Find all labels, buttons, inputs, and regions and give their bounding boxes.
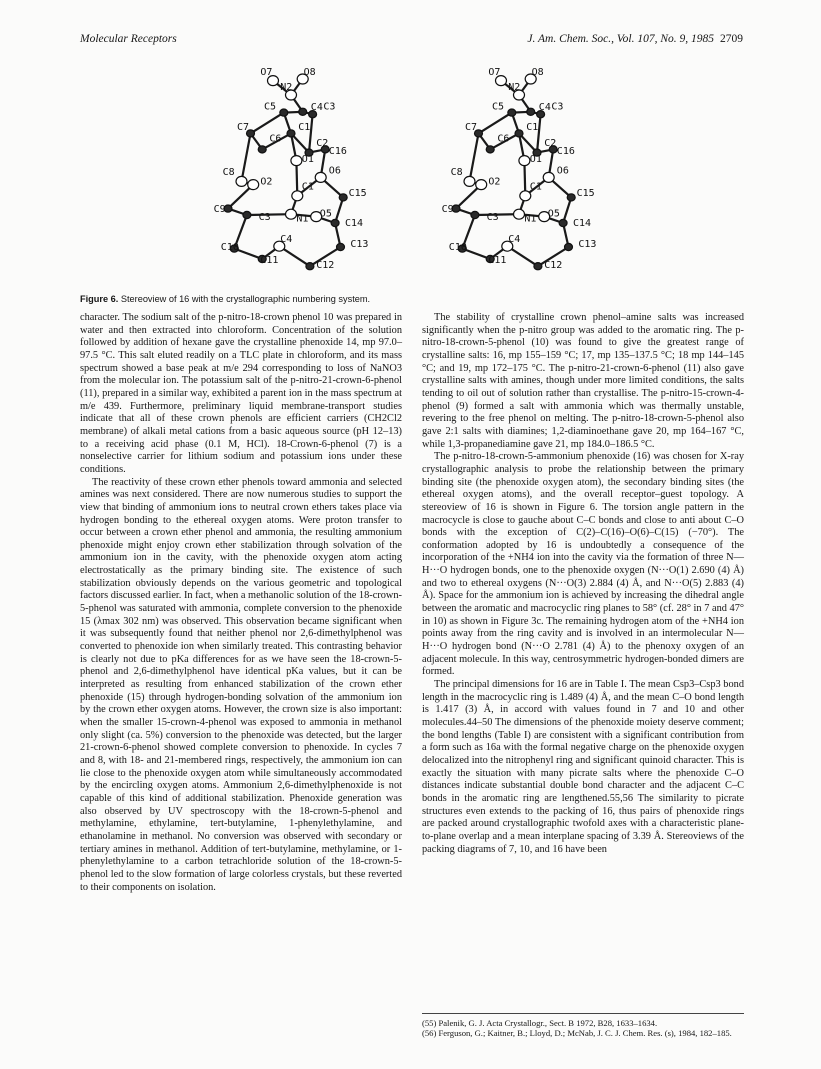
atom-label: C7 [237, 122, 250, 134]
atom-label: C3 [258, 211, 271, 223]
atom-label: O6 [328, 165, 341, 177]
atom-label: C5 [264, 101, 277, 113]
atom-label: C12 [316, 259, 335, 271]
atom-ellipse [258, 146, 266, 153]
atom-ellipse [337, 243, 345, 250]
atom-ellipse [291, 156, 302, 166]
left-column [80, 312, 402, 894]
bond-line [309, 114, 313, 152]
atom-label: N2 [280, 82, 293, 94]
figure-caption-label: Figure 6. [80, 294, 119, 304]
paragraph: The reactivity of these crown ether phenols toward ammonia and selected amines was next considered. There are now numerous studies to support the view that binding of ammonium ions to neutral crown ethers takes place via hydrogen bonding to the ethereal oxygen atoms. Were proton transfer to occur between a crown ether phenol and ammonia, the resulting ammonium phenoxide might enjoy crown ether stabilization through solvation of the ammonium ion in the cavity, with the phenoxide oxygen atom acting electrostatically as the primary binding site. The existence of such stabilization obviously depends on the various geometric and topological factors discussed earlier. In fact, when a methanolic solution of the 18-crown-5-phenol was saturated with ammonia, complete conversion to the phenoxide 15 (λmax 302 nm) was observed. This observation became significant when it was subsequently found that neither phenol nor 2,6-dimethylphenol was converted to phenoxide ion when similarly treated. This contrasting behavior is clearly not due to pKa differences for as we have seen the 18-crown-5-phenol and 2,6-dimethylphenol have identical pKa values, but it can be interpreted as resulting from enhanced stabilization of the crown ether phenoxide (15) through hydrogen-bonding solvation of the ammonium ion by the crown ether oxygen atoms. However, the crown size is also important: when the smaller 15-crown-4-phenol was exposed to ammonia in methanol only slight (ca. 5%) conversion to the phenoxide was detected, but the larger 21-crown-6-phenol showed complete conversion to phenoxide. In cycles 7 and 8, with 18- and 21-membered rings, respectively, the ammonium ion can lie close to the phenoxide oxygen atom while simultaneously accommodated by the encircling oxygen atoms. Ammonium 2,6-dimethylphenoxide is not capable of this kind of additional stabilization. Phenoxide generation was also observed by UV spectroscopy with the 18-crown-5-phenol and methylamine, ethylamine, tert-butylamine, 1-phenylethylamine, and ethanolamine in methanol. No conversion was observed with secondary or tertiary amines in methanol. Addition of tert-butylamine, methylamine, or 1-phenylethylamine to a carbon tetrachloride solution of the 18-crown-5-phenol led to the slow formation of large colorless crystals, but these reverted to their components on isolation. [80, 476, 402, 893]
atom-ellipse [243, 211, 251, 218]
atom-label: C8 [222, 167, 235, 178]
atom-label: N1 [296, 213, 309, 225]
atom-label: C2 [316, 138, 329, 150]
figure-caption [80, 294, 740, 304]
footnotes [422, 1013, 744, 1039]
atom-ellipse [248, 180, 259, 190]
paragraph: The stability of crystalline crown phenol–amine salts was increased significantly when the p-nitro group was added to the aromatic ring. The p-nitro-18-crown-5-phenol (10) was found to give the greatest range of crystalline salts: 16, mp 155–159 °C; 17, mp 135–137.5 °C; 18 mp 144–145 °C; and 19, mp 172–175 °C. The p-nitro-21-crown-6-phenol (11) also gave crystalline salts with amines, though under more limited conditions, the salts tending to oil out of solution rather than crystallise. The p-nitro-15-crown-4-phenol (9) formed a salt with ammonia which was thermally unstable, revering to the free phenol on melting. The p-nitro-18-crown-5-phenol also gave 2:1 salts with diamines; 1,2-diaminoethane gave 20, mp 164–167 °C, while 1,3-propanediamine gave 21, mp 184.0–186.5 °C. [422, 312, 744, 450]
atom-label: C9 [213, 203, 226, 215]
atom-ellipse [331, 219, 339, 226]
atom-ellipse [339, 194, 347, 201]
atom-label: C4 [280, 234, 293, 246]
atom-label: C3 [323, 101, 336, 113]
bond-line [251, 113, 284, 134]
atom-ellipse [315, 172, 326, 182]
molecule-right [442, 67, 597, 271]
atom-label: O1 [301, 154, 314, 166]
atom-ellipse [236, 176, 247, 186]
atom-label: C15 [348, 187, 367, 199]
atom-label: C1 [298, 122, 311, 134]
atom-ellipse [280, 109, 288, 116]
atom-label: C4 [310, 102, 323, 114]
stereoview-figure [200, 55, 620, 295]
atom-label: C13 [350, 239, 369, 250]
paragraph: The p-nitro-18-crown-5-ammonium phenoxide (16) was chosen for X-ray crystallographic analysis to probe the relationship between the primary binding site (the phenoxide oxygen atom), the secondary binding sites (the ethereal oxygen atoms), and the overall receptor–guest topology. A stereoview of 16 is shown in Figure 6. The torsion angle pattern in the macrocycle is close to gauche about C–C bonds and close to anti about C–O bonds with the exception of C(2)–C(16)–O(6)–C(15) (−70°). The conformation adopted by 16 is undoubtedly a consequence of the incorporation of the +NH4 ion into the cavity via the formation of three N—H···O hydrogen bonds, one to the phenoxide oxygen (N···O(1) 2.690 (4) Å) and two to ethereal oxygens (N···O(3) 2.884 (4) Å, and N···O(5) 2.883 (4) Å). Space for the ammonium ion is achieved by increasing the dihedral angle between the aromatic and macrocyclic ring planes to 58° (cf. 28° in 7 and 47° in 10) as shown in Figure 3c. The remaining hydrogen atom of the +NH4 ion points away from the ring cavity and is involved in an intermolecular N—H···O hydrogen bond (N···O 2.781 (4) Å) to the phenoxy oxygen of an adjacent molecule. In this way, centrosymmetric hydrogen-bonded dimers are formed. [422, 451, 744, 678]
bond-line [242, 133, 251, 181]
atom-label: C14 [345, 218, 364, 230]
atom-label: C10 [220, 242, 239, 254]
atom-label: C6 [269, 133, 282, 145]
atom-label: O5 [319, 208, 332, 220]
running-header-right [527, 33, 743, 45]
journal-citation: J. Am. Chem. Soc., Vol. 107, No. 9, 1985 [527, 33, 714, 45]
page-number: 2709 [720, 33, 743, 45]
atom-label: C1 [301, 181, 314, 193]
atom-ellipse [299, 108, 307, 115]
footnote: (55) Palenik, G. J. Acta Crystallogr., Sect. B 1972, B28, 1633–1634. [422, 1018, 658, 1028]
atom-label: C16 [328, 146, 347, 158]
atom-label: C11 [260, 255, 279, 266]
atom-label: O2 [260, 176, 273, 188]
molecule-left [214, 67, 369, 271]
atom-ellipse [286, 209, 297, 219]
running-header-left: Molecular Receptors [80, 33, 177, 45]
footnote: (56) Ferguson, G.; Kaitner, B.; Lloyd, D.; McNab, J. C. J. Chem. Res. (s), 1984, 182–185. [422, 1028, 732, 1039]
paragraph: character. The sodium salt of the p-nitro-18-crown phenol 10 was prepared in water and then extracted into chloroform. Concentration of the solution followed by addition of hexane gave the crystalline phenoxide 14, mp 97.0–97.5 °C. This salt eluted readily on a TLC plate in chloroform, and its mass spectrum showed a base peak at m/e 294 corresponding to loss of NaNO3 from the molecular ion. The potassium salt of the p-nitro-21-crown-6-phenol (11), prepared in a similar way, exhibited a parent ion in the mass spectrum at m/e 439. Furthermore, preliminary liquid membrane-transport studies indicate that all of these crown phenols are efficient carriers (CH2Cl2 membrane) of alkali metal cations from a basic aqueous source (pH 12–13) to a receiving acid phase (0.1 M, HCl). 18-Crown-6-phenol (7) is a nonselective carrier for lithium sodium and potassium ions under these conditions. [80, 312, 402, 475]
atom-label: O8 [303, 67, 316, 78]
atom-label: O7 [260, 67, 273, 78]
atom-ellipse [287, 130, 295, 137]
atom-ellipse [306, 263, 314, 270]
paragraph: The principal dimensions for 16 are in Table I. The mean Csp3–Csp3 bond length in the macrocyclic ring is 1.489 (4) Å, and the mean C–O bond length is 1.417 (3) Å, in accord with values found in 7 and 10 and other molecules.44–50 The dimensions of the phenoxide moiety deserve comment; the bond lengths (Table I) are consistent with a significant contribution from a form such as 16a with the formal negative charge on the phenoxide oxygen delocalized into the nitrophenyl ring and significant quinoid character. This is exactly the situation with many picrate salts where the phenoxide C–O distances indicate substantial double bond character and the adjacent C–C bonds in the aromatic ring are lengthened.55,56 The similarity to picrate structures even extends to the packing of 16, thus pairs of phenoxide rings are packed around crystallographic twofold axes with a characteristic plane-to-plane overlap and a mean interplane spacing of 3.39 Å. Stereoviews of the packing diagrams of 7, 10, and 16 have been [422, 679, 744, 855]
right-column [422, 312, 744, 856]
figure-caption-text: Stereoview of 16 with the crystallographic numbering system. [120, 294, 371, 304]
stereoview-drawing [200, 55, 620, 295]
